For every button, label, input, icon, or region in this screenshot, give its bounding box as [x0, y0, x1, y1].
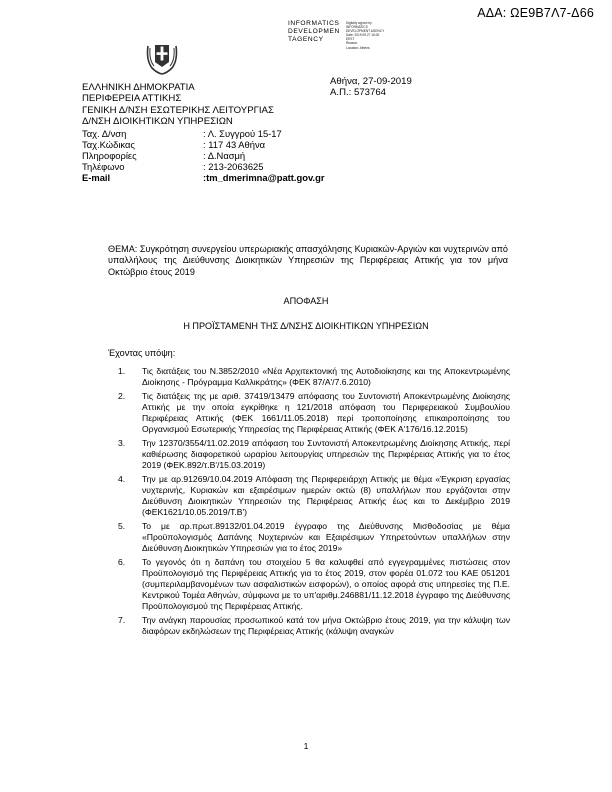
list-item-number: 5.: [118, 521, 126, 532]
list-item-text: Την ανάγκη παρουσίας προσωπικού κατά τον μήνα Οκτώβριο έτους 2019, για την κάλυψη των διαφόρων εκδηλώσεων της Περιφέρειας Αττικής (κάλυψη αναγκών: [142, 615, 510, 637]
signature-line: Location: Athens: [346, 45, 370, 50]
list-item-text: Τις διατάξεις του Ν.3852/2010 «Νέα Αρχιτεκτονική της Αυτοδιοίκησης και της Αποκεντρωμένης Διοίκησης - Πρόγραμμα Καλλικράτης» (ΦΕΚ 87/Α'/7.6.2010): [142, 366, 510, 387]
list-item-text: Το γεγονός ότι η δαπάνη του στοιχείου 5 θα καλυφθεί από εγγεγραμμένες πιστώσεις στον Προϋπολογισμό της Περιφέρειας Αττικής για το έτος 2019, στον φορέα 01.072 του ΚΑΕ 051201 (συμπεριλαμβανομένων των ασφαλιστικών εισφορών), ο οποίος αφορά στις υπηρεσίες της Π.Ε. Κεντρικού Τομέα Αθηνών, σύμφωνα με το υπ'αριθμ.246881/11.12.2018 έγγραφο της Διεύθυνσης Προϋπολογισμού της Περιφέρειας Αττικής.: [142, 557, 510, 612]
list-item: [118, 521, 510, 554]
list-item-number: 1.: [118, 366, 126, 376]
list-item-number: 7.: [118, 615, 126, 626]
contact-label: Ταχ. Δ/νση: [82, 128, 127, 139]
decision-subtitle: Η ΠΡΟΪΣΤΑΜΕΝΗ ΤΗΣ Δ/ΝΣΗΣ ΔΙΟΙΚΗΤΙΚΩΝ ΥΠΗΡΕΣΙΩΝ: [183, 321, 429, 331]
authority-line: Δ/ΝΣΗ ΔΙΟΙΚΗΤΙΚΩΝ ΥΠΗΡΕΣΙΩΝ: [82, 116, 233, 128]
contact-label: E-mail: [82, 172, 111, 184]
signature-line: Digitally signed by: [346, 21, 372, 25]
contact-label: Ταχ.Κώδικας: [82, 139, 135, 151]
date-protocol-block: [330, 76, 412, 99]
decision-title: ΑΠΟΦΑΣΗ: [283, 296, 329, 306]
list-item-text: Την με αρ.91269/10.04.2019 Απόφαση της Περιφερειάρχη Αττικής με θέμα «Έγκριση εργασίας νυχτερινής, Κυριακών και εξαιρέσιμων ημερών οκτώ (8) υπαλλήλων που εργάζονται στην Διεύθυνση Διοικητικών Υπηρεσιών της Περιφέρειας Αττικής έως και το Δεκέμβριο 2019 (ΦΕΚ1621/10.05.2019/Τ.Β'): [142, 474, 510, 518]
subject-paragraph: ΘΕΜΑ: Συγκρότηση συνεργείου υπερωριακής απασχόλησης Κυριακών-Αργιών και νυχτερινών από υπαλλήλους της Διεύθυνσης Διοικητικών Υπηρεσιών της Περιφέρειας Αττικής για τον μήνα Οκτώβριο έτους 2019: [108, 244, 508, 277]
list-item: [118, 391, 510, 435]
document-date: Αθήνα, 27-09-2019: [330, 76, 412, 87]
page-number: 1: [303, 741, 309, 751]
contact-value: : 213-2063625: [203, 161, 264, 173]
ida-logo: [288, 20, 340, 43]
list-item: [118, 557, 510, 612]
signature-line: DEVELOPMENT AGENCY: [346, 29, 385, 34]
list-item: [118, 474, 510, 518]
authority-line: ΓΕΝΙΚΗ Δ/ΝΣΗ ΕΣΩΤΕΡΙΚΗΣ ΛΕΙΤΟΥΡΓΙΑΣ: [82, 104, 274, 116]
ida-logo-line: DEVELOPMEN: [288, 27, 340, 35]
contact-value: : 117 43 Αθήνα: [203, 139, 266, 151]
hellenic-republic-seal-icon: [142, 36, 182, 76]
digital-signature-text: [346, 21, 384, 50]
list-item: [118, 366, 510, 388]
ida-logo-line: INFORMATICS: [288, 20, 340, 27]
list-item-text: Τις διατάξεις της με αριθ. 37419/13479 απόφασης του Συντονιστή Αποκεντρωμένης Διοίκησης Αττικής με την οποία εγκρίθηκε η 121/2018 απόφαση του Περιφερειακού Συμβουλίου Περιφέρειας Αττικής (ΦΕΚ 1661/11.05.2018) περί τροποποίησης επικαιροποίησης του Οργανισμού Εσωτερικής Υπηρεσίας της Περιφέρειας Αττικής (ΦΕΚ Α'176/16.12.2015): [142, 391, 510, 434]
ada-code: ΑΔΑ: ΩΕ9Β7Λ7-Δ66: [477, 6, 594, 20]
signature-line: INFORMATICS: [346, 25, 368, 30]
issuing-authority: [82, 82, 274, 128]
list-item-number: 6.: [118, 557, 126, 568]
signature-line: EEST: [346, 37, 355, 42]
signature-line: Date: 2019.09.27 16:00: [346, 33, 380, 38]
list-item-number: 2.: [118, 391, 126, 402]
authority-line: ΕΛΛΗΝΙΚΗ ΔΗΜΟΚΡΑΤΙΑ: [82, 82, 195, 93]
list-item-number: 4.: [118, 474, 126, 485]
list-item-text: Την 12370/3554/11.02.2019 απόφαση του Συντονιστή Αποκεντρωμένης Διοίκησης Αττικής, περί καθιέρωσης διαφορετικού ωραρίου λειτουργίας υπηρεσιών της Περιφέρειας Αττικής για το έτος 2019 (ΦΕΚ.892/τ.Β'/15.03.2019): [142, 438, 510, 471]
considering-heading: Έχοντας υπόψη:: [108, 348, 176, 358]
contact-value: : Λ. Συγγρού 15-17: [203, 128, 282, 139]
ida-logo-line: TAGENCY: [288, 35, 324, 43]
list-item: [118, 438, 510, 471]
email-link[interactable]: :tm_dmerimna@patt.gov.gr: [203, 172, 325, 184]
contact-label: Πληροφορίες: [82, 150, 137, 162]
protocol-number: Α.Π.: 573764: [330, 87, 387, 99]
list-item-text: Το με αρ.πρωτ.89132/01.04.2019 έγγραφο της Διεύθυνσης Μισθοδοσίας με θέμα «Προϋπολογισμός Δαπάνης Νυχτερινών και Εξαιρέσιμων Υπηρετούντων υπαλλήλων στην Διεύθυνση Διοικητικών Υπηρεσιών για το έτος 2019»: [142, 521, 510, 554]
signature-line: Reason:: [346, 41, 358, 46]
considerations-list: [118, 366, 510, 641]
contact-label: Τηλέφωνο: [82, 161, 125, 173]
list-item-number: 3.: [118, 438, 126, 449]
authority-line: ΠΕΡΙΦΕΡΕΙΑ ΑΤΤΙΚΗΣ: [82, 93, 182, 105]
list-item: [118, 615, 510, 637]
contact-value: : Δ.Νασμή: [203, 150, 246, 162]
